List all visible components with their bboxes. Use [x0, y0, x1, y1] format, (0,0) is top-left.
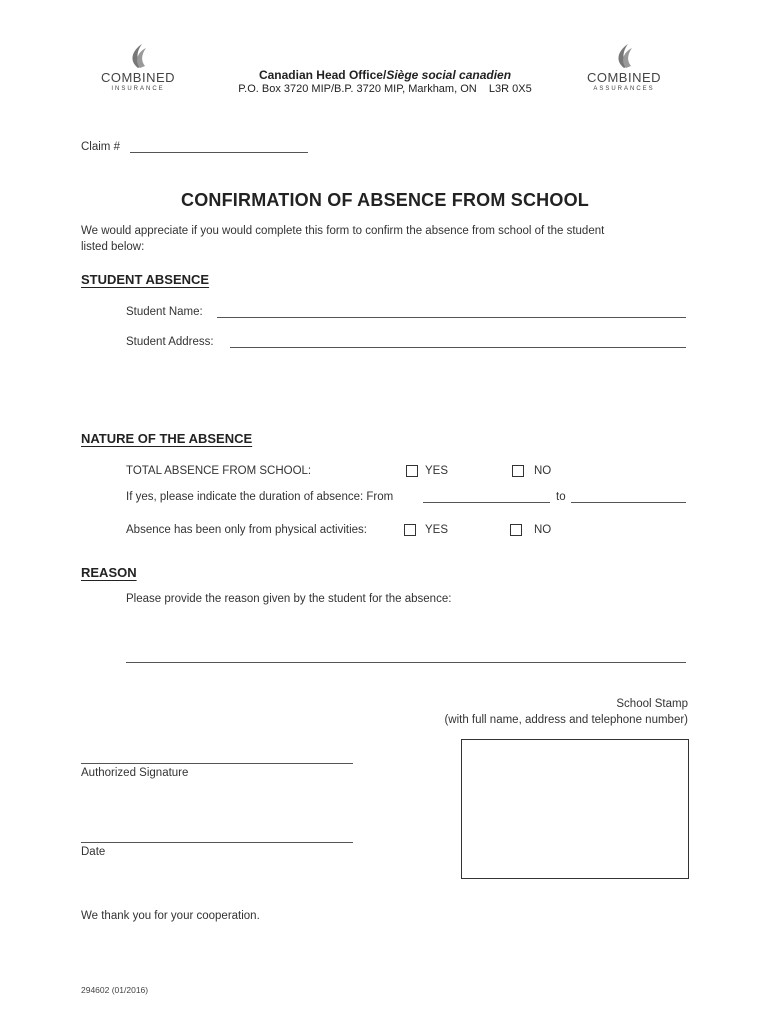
school-stamp-sublabel: (with full name, address and telephone number)	[444, 714, 688, 726]
thanks-text: We thank you for your cooperation.	[81, 910, 260, 922]
logo-wordmark: COMBINED	[586, 70, 662, 85]
total-absence-no-label: NO	[534, 465, 552, 477]
logo-flame-icon	[78, 40, 198, 72]
office-address: P.O. Box 3720 MIP/B.P. 3720 MIP, Markham, ON L3R 0X5	[238, 83, 532, 95]
total-absence-yes-checkbox[interactable]	[406, 465, 418, 477]
office-title	[200, 68, 570, 82]
logo-subtitle: ASSURANCES	[593, 86, 655, 92]
claim-field[interactable]	[130, 152, 308, 153]
physical-no-label: NO	[534, 524, 552, 536]
student-address-label: Student Address:	[126, 336, 214, 348]
student-absence-heading: STUDENT ABSENCE	[81, 272, 210, 287]
logo-wordmark: COMBINED	[100, 70, 176, 85]
reason-heading: REASON	[81, 565, 137, 580]
duration-label: If yes, please indicate the duration of absence: From	[126, 491, 394, 503]
physical-activities-label: Absence has been only from physical activities:	[126, 524, 367, 536]
authorized-signature-label: Authorized Signature	[81, 767, 189, 779]
office-title-en: Canadian Head Office/	[258, 68, 387, 82]
duration-from-field[interactable]	[423, 502, 550, 503]
date-label: Date	[81, 846, 106, 858]
school-stamp-label: School Stamp	[616, 698, 688, 710]
logo-flame-icon	[564, 40, 684, 72]
student-name-label: Student Name:	[126, 306, 203, 318]
date-field[interactable]	[81, 842, 353, 843]
intro-text-line2: listed below:	[81, 241, 145, 253]
authorized-signature-field[interactable]	[81, 763, 353, 764]
claim-label: Claim #	[81, 141, 120, 153]
reason-field[interactable]	[126, 662, 686, 663]
student-address-field[interactable]	[230, 347, 686, 348]
school-stamp-box[interactable]	[461, 739, 689, 879]
logo-subtitle: INSURANCE	[111, 86, 165, 92]
total-absence-label: TOTAL ABSENCE FROM SCHOOL:	[126, 465, 312, 477]
physical-no-checkbox[interactable]	[510, 524, 522, 536]
form-code: 294602 (01/2016)	[81, 985, 149, 995]
reason-prompt: Please provide the reason given by the student for the absence:	[126, 593, 452, 605]
total-absence-no-checkbox[interactable]	[512, 465, 524, 477]
total-absence-yes-label: YES	[425, 465, 449, 477]
duration-to-label: to	[556, 491, 566, 503]
office-title-fr: Siège social canadien	[386, 68, 512, 82]
form-title: CONFIRMATION OF ABSENCE FROM SCHOOL	[181, 190, 589, 210]
nature-heading: NATURE OF THE ABSENCE	[81, 431, 253, 446]
physical-yes-checkbox[interactable]	[404, 524, 416, 536]
combined-assurances-logo	[564, 40, 684, 100]
duration-to-field[interactable]	[571, 502, 686, 503]
intro-text-line1: We would appreciate if you would complete this form to confirm the absence from school of the student	[81, 225, 605, 237]
combined-insurance-logo	[78, 40, 198, 100]
physical-yes-label: YES	[425, 524, 449, 536]
student-name-field[interactable]	[217, 317, 686, 318]
